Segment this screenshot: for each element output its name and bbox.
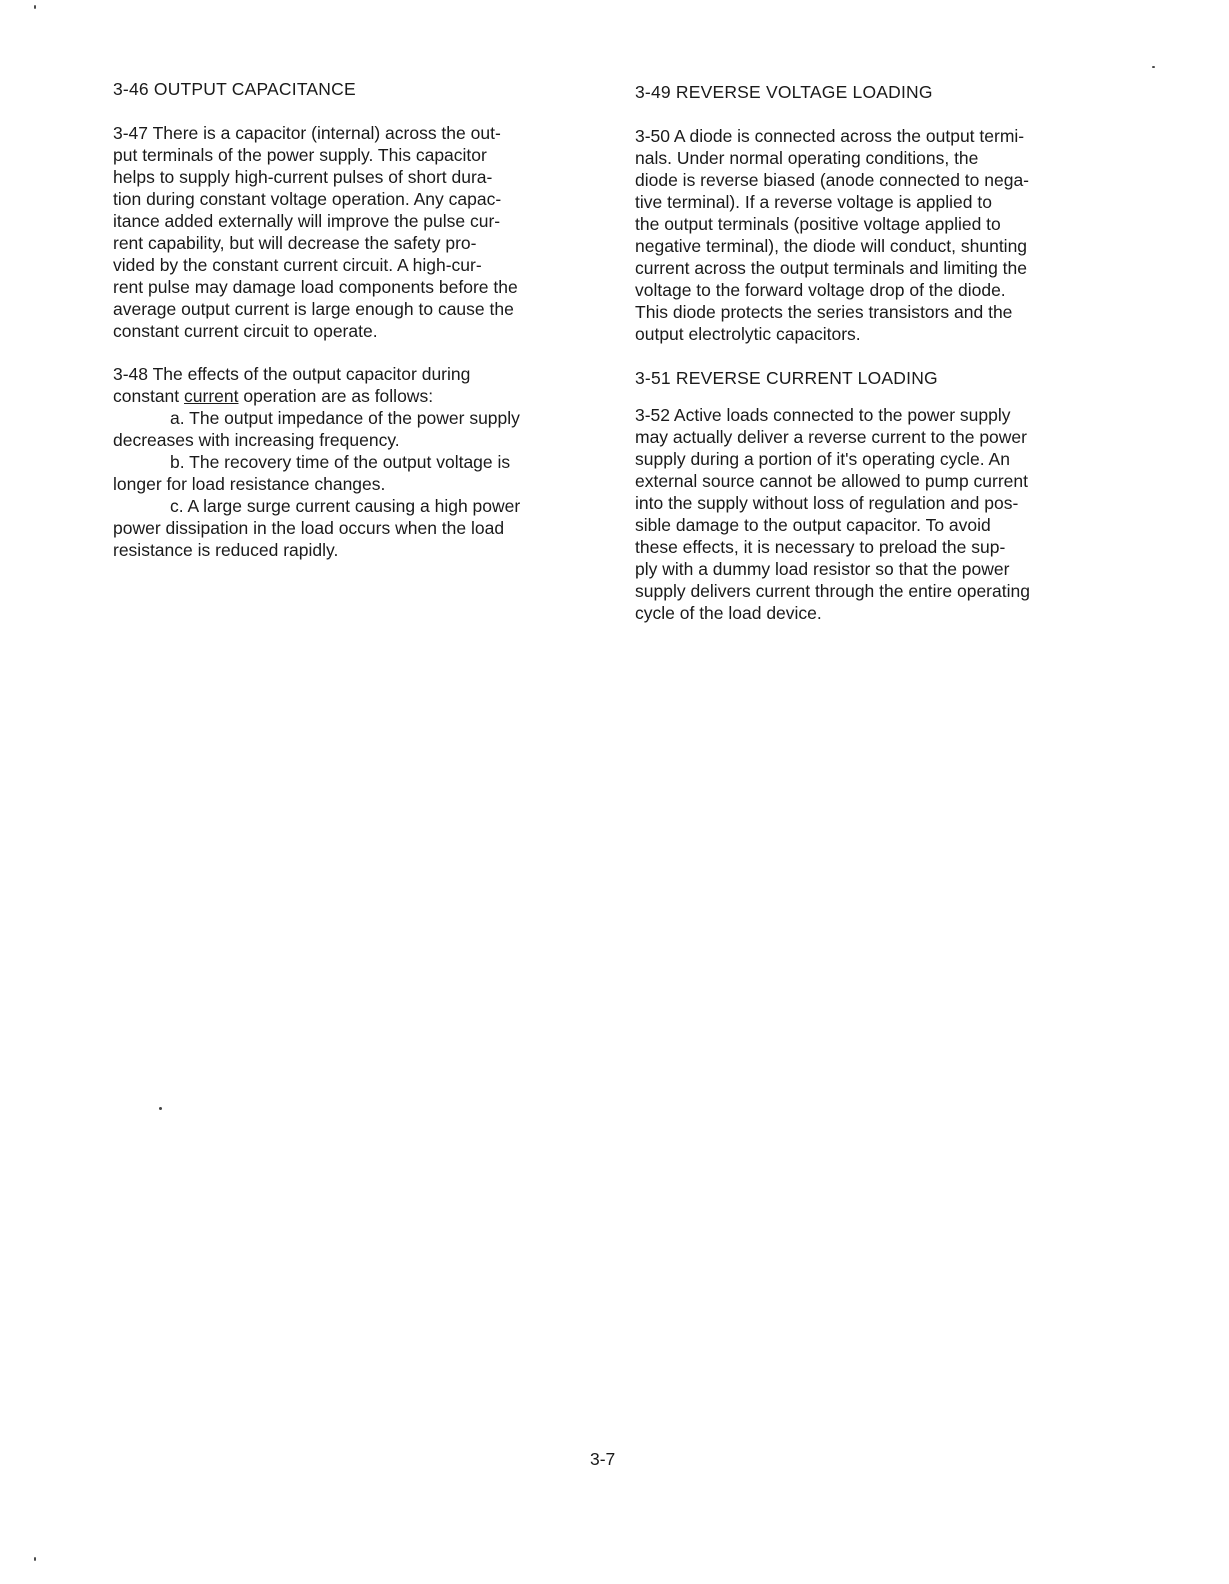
paragraph-line: may actually deliver a reverse current to the power [635, 427, 1027, 447]
list-item-a: a. The output impedance of the power supply [170, 408, 520, 428]
paragraph-line: average output current is large enough to cause the [113, 299, 514, 319]
paragraph-line: constant current circuit to operate. [113, 321, 378, 341]
paragraph-3-48 [113, 363, 603, 561]
paragraph-line: diode is reverse biased (anode connected to nega- [635, 170, 1030, 190]
section-heading-3-46: 3-46 OUTPUT CAPACITANCE [113, 79, 356, 99]
paragraph-3-50 [635, 125, 1125, 345]
paragraph-line: helps to supply high-current pulses of short dura- [113, 167, 493, 187]
section-heading-3-49: 3-49 REVERSE VOLTAGE LOADING [635, 82, 933, 102]
paragraph-line: itance added externally will improve the pulse cur- [113, 211, 501, 231]
paragraph-line: these effects, it is necessary to preload the sup- [635, 537, 1006, 557]
paragraph-line: supply during a portion of it's operating cycle. An [635, 449, 1010, 469]
paragraph-line: into the supply without loss of regulation and pos- [635, 493, 1019, 513]
text-run: operation are as follows: [238, 386, 434, 406]
paragraph-line: the output terminals (positive voltage applied to [635, 214, 1001, 234]
text-run: constant [113, 386, 185, 406]
list-item-c-continuation: resistance is reduced rapidly. [113, 540, 339, 560]
paragraph-line: current across the output terminals and limiting the [635, 258, 1027, 278]
paragraph-line: sible damage to the output capacitor. To avoid [635, 515, 991, 535]
paragraph-line: nals. Under normal operating conditions, the [635, 148, 979, 168]
underlined-word: current [184, 386, 239, 406]
paragraph-line: rent pulse may damage load components before the [113, 277, 518, 297]
paragraph-line: put terminals of the power supply. This capacitor [113, 145, 487, 165]
paragraph-line: ply with a dummy load resistor so that the power [635, 559, 1010, 579]
scan-speck [1152, 66, 1155, 68]
paragraph-3-47 [113, 122, 603, 342]
paragraph-3-52 [635, 404, 1125, 624]
paragraph-line: negative terminal), the diode will conduct, shunting [635, 236, 1028, 256]
page-number: 3-7 [590, 1449, 616, 1469]
paragraph-line: 3-52 Active loads connected to the power supply [635, 405, 1011, 425]
paragraph-line: This diode protects the series transistors and the [635, 302, 1013, 322]
paragraph-line: output electrolytic capacitors. [635, 324, 861, 344]
paragraph-line [113, 385, 603, 407]
list-item-b-continuation: longer for load resistance changes. [113, 474, 386, 494]
paragraph-line: external source cannot be allowed to pump current [635, 471, 1029, 491]
paragraph-line: 3-48 The effects of the output capacitor during [113, 364, 471, 384]
list-item-c: c. A large surge current causing a high power [170, 496, 521, 516]
paragraph-line: supply delivers current through the entire operating [635, 581, 1030, 601]
paragraph-line: 3-47 There is a capacitor (internal) across the out- [113, 123, 501, 143]
paragraph-line: voltage to the forward voltage drop of the diode. [635, 280, 1006, 300]
scan-speck [34, 5, 36, 9]
scan-speck [159, 1107, 162, 1110]
paragraph-line: vided by the constant current circuit. A high-cur- [113, 255, 482, 275]
paragraph-line: rent capability, but will decrease the safety pro- [113, 233, 477, 253]
paragraph-line: tive terminal). If a reverse voltage is applied to [635, 192, 992, 212]
list-item-b: b. The recovery time of the output voltage is [170, 452, 511, 472]
paragraph-line: 3-50 A diode is connected across the output termi- [635, 126, 1025, 146]
scan-speck [34, 1557, 36, 1561]
section-heading-3-51: 3-51 REVERSE CURRENT LOADING [635, 368, 938, 388]
paragraph-line: tion during constant voltage operation. Any capac- [113, 189, 502, 209]
list-item-a-continuation: decreases with increasing frequency. [113, 430, 400, 450]
list-item-c-continuation: power dissipation in the load occurs when the load [113, 518, 505, 538]
paragraph-line: cycle of the load device. [635, 603, 822, 623]
